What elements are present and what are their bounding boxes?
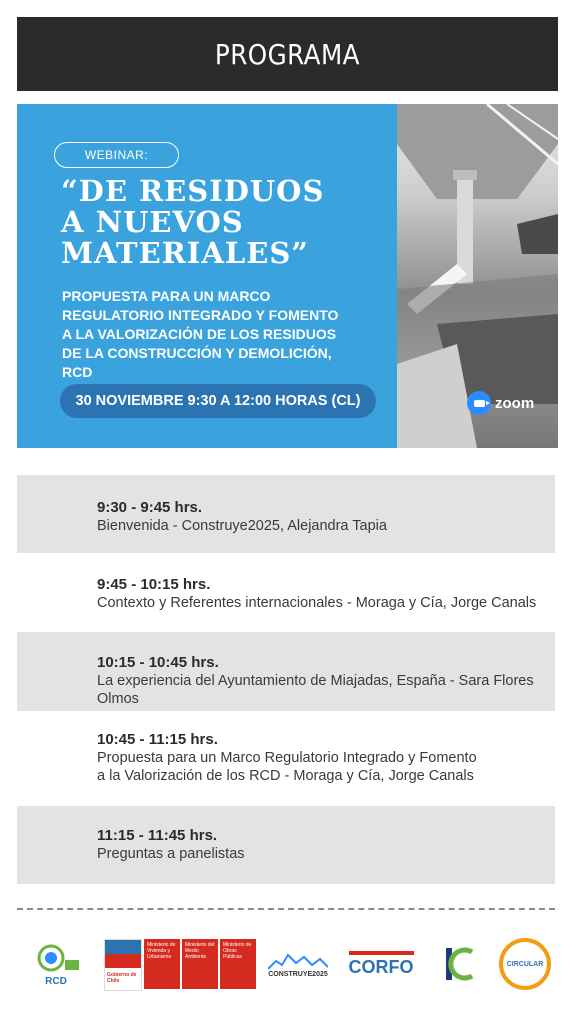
schedule-time: 10:45 - 11:15 hrs.	[97, 731, 218, 748]
program-title: PROGRAMA	[214, 37, 361, 71]
ic-logo	[433, 932, 485, 996]
mop-logo: Ministerio de Obras Públicas	[220, 939, 256, 989]
schedule-time: 10:15 - 10:45 hrs.	[97, 654, 219, 671]
schedule-time: 9:30 - 9:45 hrs.	[97, 499, 203, 516]
construye2025-logo	[263, 932, 333, 996]
schedule-row	[17, 553, 555, 632]
rcd-logo	[17, 932, 95, 996]
schedule-row	[17, 632, 555, 711]
circular-logo	[495, 932, 555, 996]
schedule-desc: Propuesta para un Marco Regulatorio Integrado y Fomento	[97, 750, 477, 766]
recycle-icon	[31, 942, 81, 976]
gobierno-label: Gobierno de Chile	[107, 972, 137, 984]
schedule-row	[17, 475, 555, 553]
schedule-desc: La experiencia del Ayuntamiento de Miajadas, España - Sara Flores Olmos	[97, 673, 534, 707]
gobierno-shield	[104, 939, 142, 991]
program-header	[17, 17, 558, 91]
webinar-banner	[17, 104, 558, 448]
schedule-desc: Contexto y Referentes internacionales - Moraga y Cía, Jorge Canals	[97, 595, 537, 611]
title-line: A NUEVOS	[61, 205, 244, 239]
schedule-desc-line2: a la Valorización de los RCD - Moraga y Cía, Jorge Canals	[97, 768, 474, 784]
circular-label: CIRCULAR	[506, 960, 544, 968]
title-line: MATERIALES”	[61, 236, 309, 270]
zoom-logo	[467, 391, 534, 415]
dashed-divider	[17, 908, 555, 910]
zoom-label: zoom	[495, 394, 535, 412]
schedule-desc: Preguntas a panelistas	[97, 846, 245, 862]
title-line: “DE RESIDUOS	[61, 174, 325, 208]
schedule-desc: Bienvenida - Construye2025, Alejandra Tapia	[97, 518, 387, 534]
gobierno-logos	[105, 932, 255, 996]
skyline-icon	[268, 951, 328, 971]
rcd-label: RCD	[45, 975, 67, 987]
date-pill: 30 NOVIEMBRE 9:30 A 12:00 HORAS (CL)	[60, 384, 376, 418]
corfo-logo	[339, 932, 423, 996]
mma-logo: Ministerio del Medio Ambiente	[182, 939, 218, 989]
sponsor-logos	[17, 932, 555, 996]
minvu-logo: Ministerio de Vivienda y Urbanismo	[144, 939, 180, 989]
schedule-time: 9:45 - 10:15 hrs.	[97, 576, 211, 593]
schedule-row	[17, 806, 555, 884]
webinar-subtitle: PROPUESTA PARA UN MARCO REGULATORIO INTEGRADO Y FOMENTO A LA VALORIZACIÓN DE LOS RESIDUOS DE LA CONSTRUCCIÓN Y DEMOLICIÓN, RCD	[62, 288, 339, 380]
webinar-pill: WEBINAR:	[54, 142, 179, 168]
corfo-label: CORFO	[348, 956, 414, 977]
zoom-camera-icon	[467, 391, 491, 415]
ic-icon	[444, 944, 474, 984]
webinar-title	[61, 176, 324, 269]
schedule-time: 11:15 - 11:45 hrs.	[97, 827, 218, 844]
schedule-row	[17, 711, 555, 806]
construye-label: CONSTRUYE2025	[268, 970, 328, 978]
